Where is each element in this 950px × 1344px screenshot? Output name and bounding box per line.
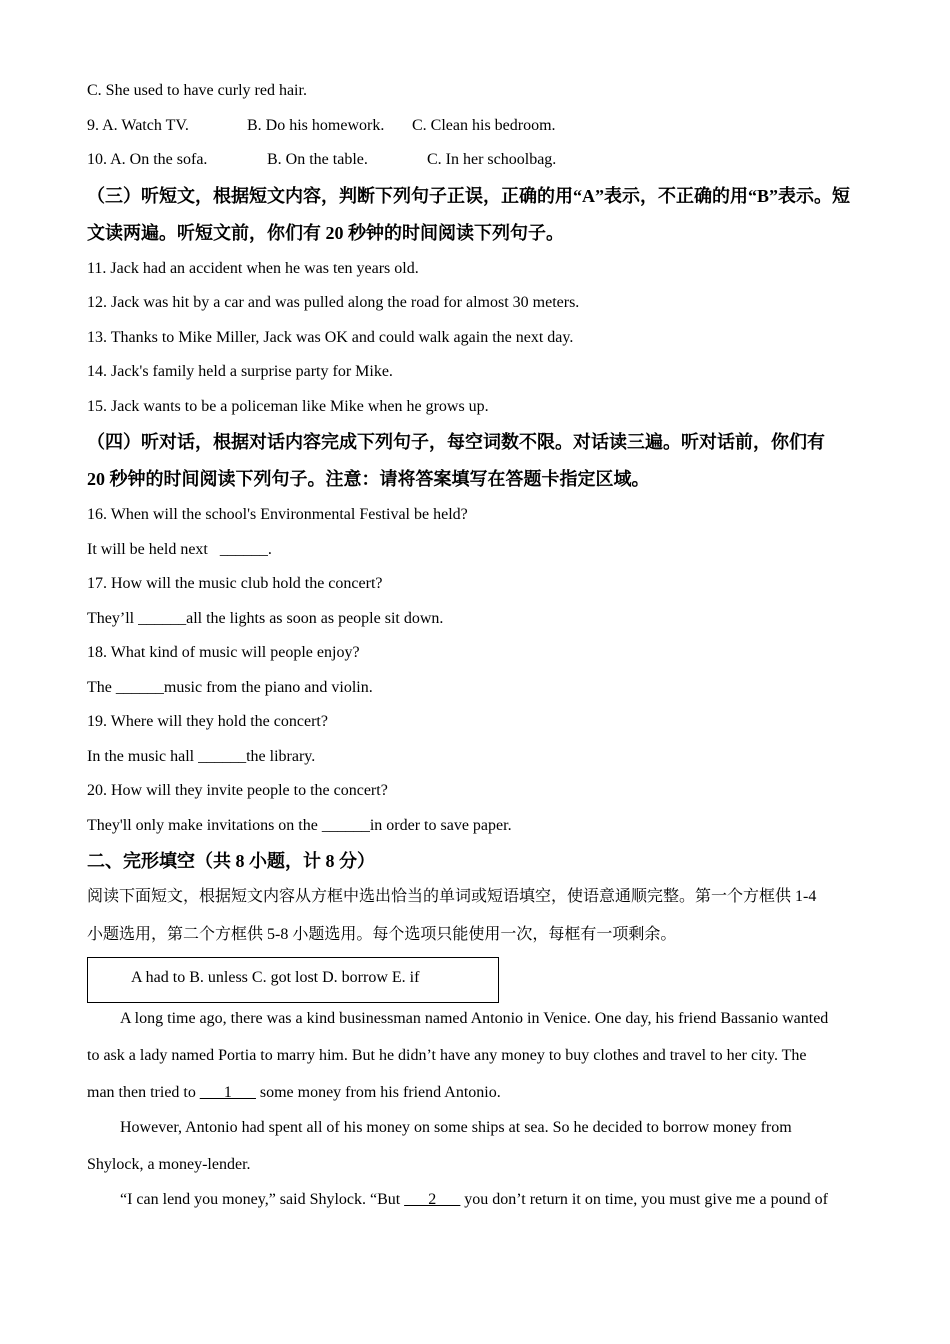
q9-option-c: C. Clean his bedroom. bbox=[412, 117, 556, 134]
part2-heading: 二、完形填空（共 8 小题，计 8 分） bbox=[87, 851, 375, 871]
q10-option-c: C. In her schoolbag. bbox=[427, 151, 557, 168]
passage-p3-line1 bbox=[87, 1190, 864, 1210]
blank-1: ___1___ bbox=[199, 1084, 256, 1101]
question-16: 16. When will the school's Environmental Festival be held? bbox=[87, 506, 468, 523]
section3-heading-line1: （三）听短文，根据短文内容，判断下列句子正误，正确的用“A”表示，不正确的用“B”表示。短 bbox=[87, 186, 851, 206]
section4-heading-line1: （四）听对话，根据对话内容完成下列句子，每空词数不限。对话读三遍。听对话前，你们有 bbox=[87, 432, 825, 452]
passage-p2-line1: However, Antonio had spent all of his money on some ships at sea. So he decided to borrow money from bbox=[120, 1119, 792, 1136]
passage-p3-end: you don’t return it on time, you must give me a pound of bbox=[460, 1191, 828, 1208]
word-box-options: A had to B. unless C. got lost D. borrow E. if bbox=[131, 969, 420, 986]
passage-p1-line3 bbox=[87, 1083, 864, 1103]
passage-p3-start: “I can lend you money,” said Shylock. “But bbox=[120, 1191, 405, 1208]
answer-17: They’ll ______all the lights as soon as people sit down. bbox=[87, 610, 444, 627]
q10-option-a: 10. A. On the sofa. bbox=[87, 151, 208, 168]
passage-p2-line2: Shylock, a money-lender. bbox=[87, 1156, 251, 1173]
answer-20: They'll only make invitations on the ______in order to save paper. bbox=[87, 817, 512, 834]
question-13: 13. Thanks to Mike Miller, Jack was OK and could walk again the next day. bbox=[87, 329, 574, 346]
question-12: 12. Jack was hit by a car and was pulled along the road for almost 30 meters. bbox=[87, 294, 580, 311]
question-17: 17. How will the music club hold the concert? bbox=[87, 575, 383, 592]
part2-instructions-line2: 小题选用，第二个方框供 5-8 小题选用。每个选项只能使用一次，每框有一项剩余。 bbox=[87, 926, 677, 943]
q9-option-a: 9. A. Watch TV. bbox=[87, 117, 189, 134]
question-15: 15. Jack wants to be a policeman like Mike when he grows up. bbox=[87, 398, 489, 415]
passage-p1-line2: to ask a lady named Portia to marry him. But he didn’t have any money to buy clothes and travel to her city. The bbox=[87, 1047, 807, 1064]
question-14: 14. Jack's family held a surprise party for Mike. bbox=[87, 363, 393, 380]
blank-2: ___2___ bbox=[404, 1191, 461, 1208]
answer-19: In the music hall ______the library. bbox=[87, 748, 316, 765]
q9-option-b: B. Do his homework. bbox=[247, 117, 385, 134]
section3-heading-line2: 文读两遍。听短文前，你们有 20 秒钟的时间阅读下列句子。 bbox=[87, 223, 564, 243]
answer-16: It will be held next ______. bbox=[87, 541, 272, 558]
word-box bbox=[87, 957, 499, 1003]
question-19: 19. Where will they hold the concert? bbox=[87, 713, 328, 730]
passage-p1-line1: A long time ago, there was a kind businessman named Antonio in Venice. One day, his friend Bassanio wanted bbox=[120, 1010, 829, 1027]
answer-18: The ______music from the piano and violin. bbox=[87, 679, 373, 696]
part2-instructions-line1: 阅读下面短文，根据短文内容从方框中选出恰当的单词或短语填空，使语意通顺完整。第一个方框供 1-4 bbox=[87, 888, 817, 905]
q8-option-c: C. She used to have curly red hair. bbox=[87, 82, 307, 99]
passage-p1-line3-start: man then tried to bbox=[87, 1084, 200, 1101]
q10-option-b: B. On the table. bbox=[267, 151, 368, 168]
passage-p1-line3-end: some money from his friend Antonio. bbox=[255, 1084, 501, 1101]
question-20: 20. How will they invite people to the concert? bbox=[87, 782, 388, 799]
question-11: 11. Jack had an accident when he was ten years old. bbox=[87, 260, 419, 277]
section4-heading-line2: 20 秒钟的时间阅读下列句子。注意：请将答案填写在答题卡指定区域。 bbox=[87, 469, 650, 489]
question-18: 18. What kind of music will people enjoy? bbox=[87, 644, 360, 661]
